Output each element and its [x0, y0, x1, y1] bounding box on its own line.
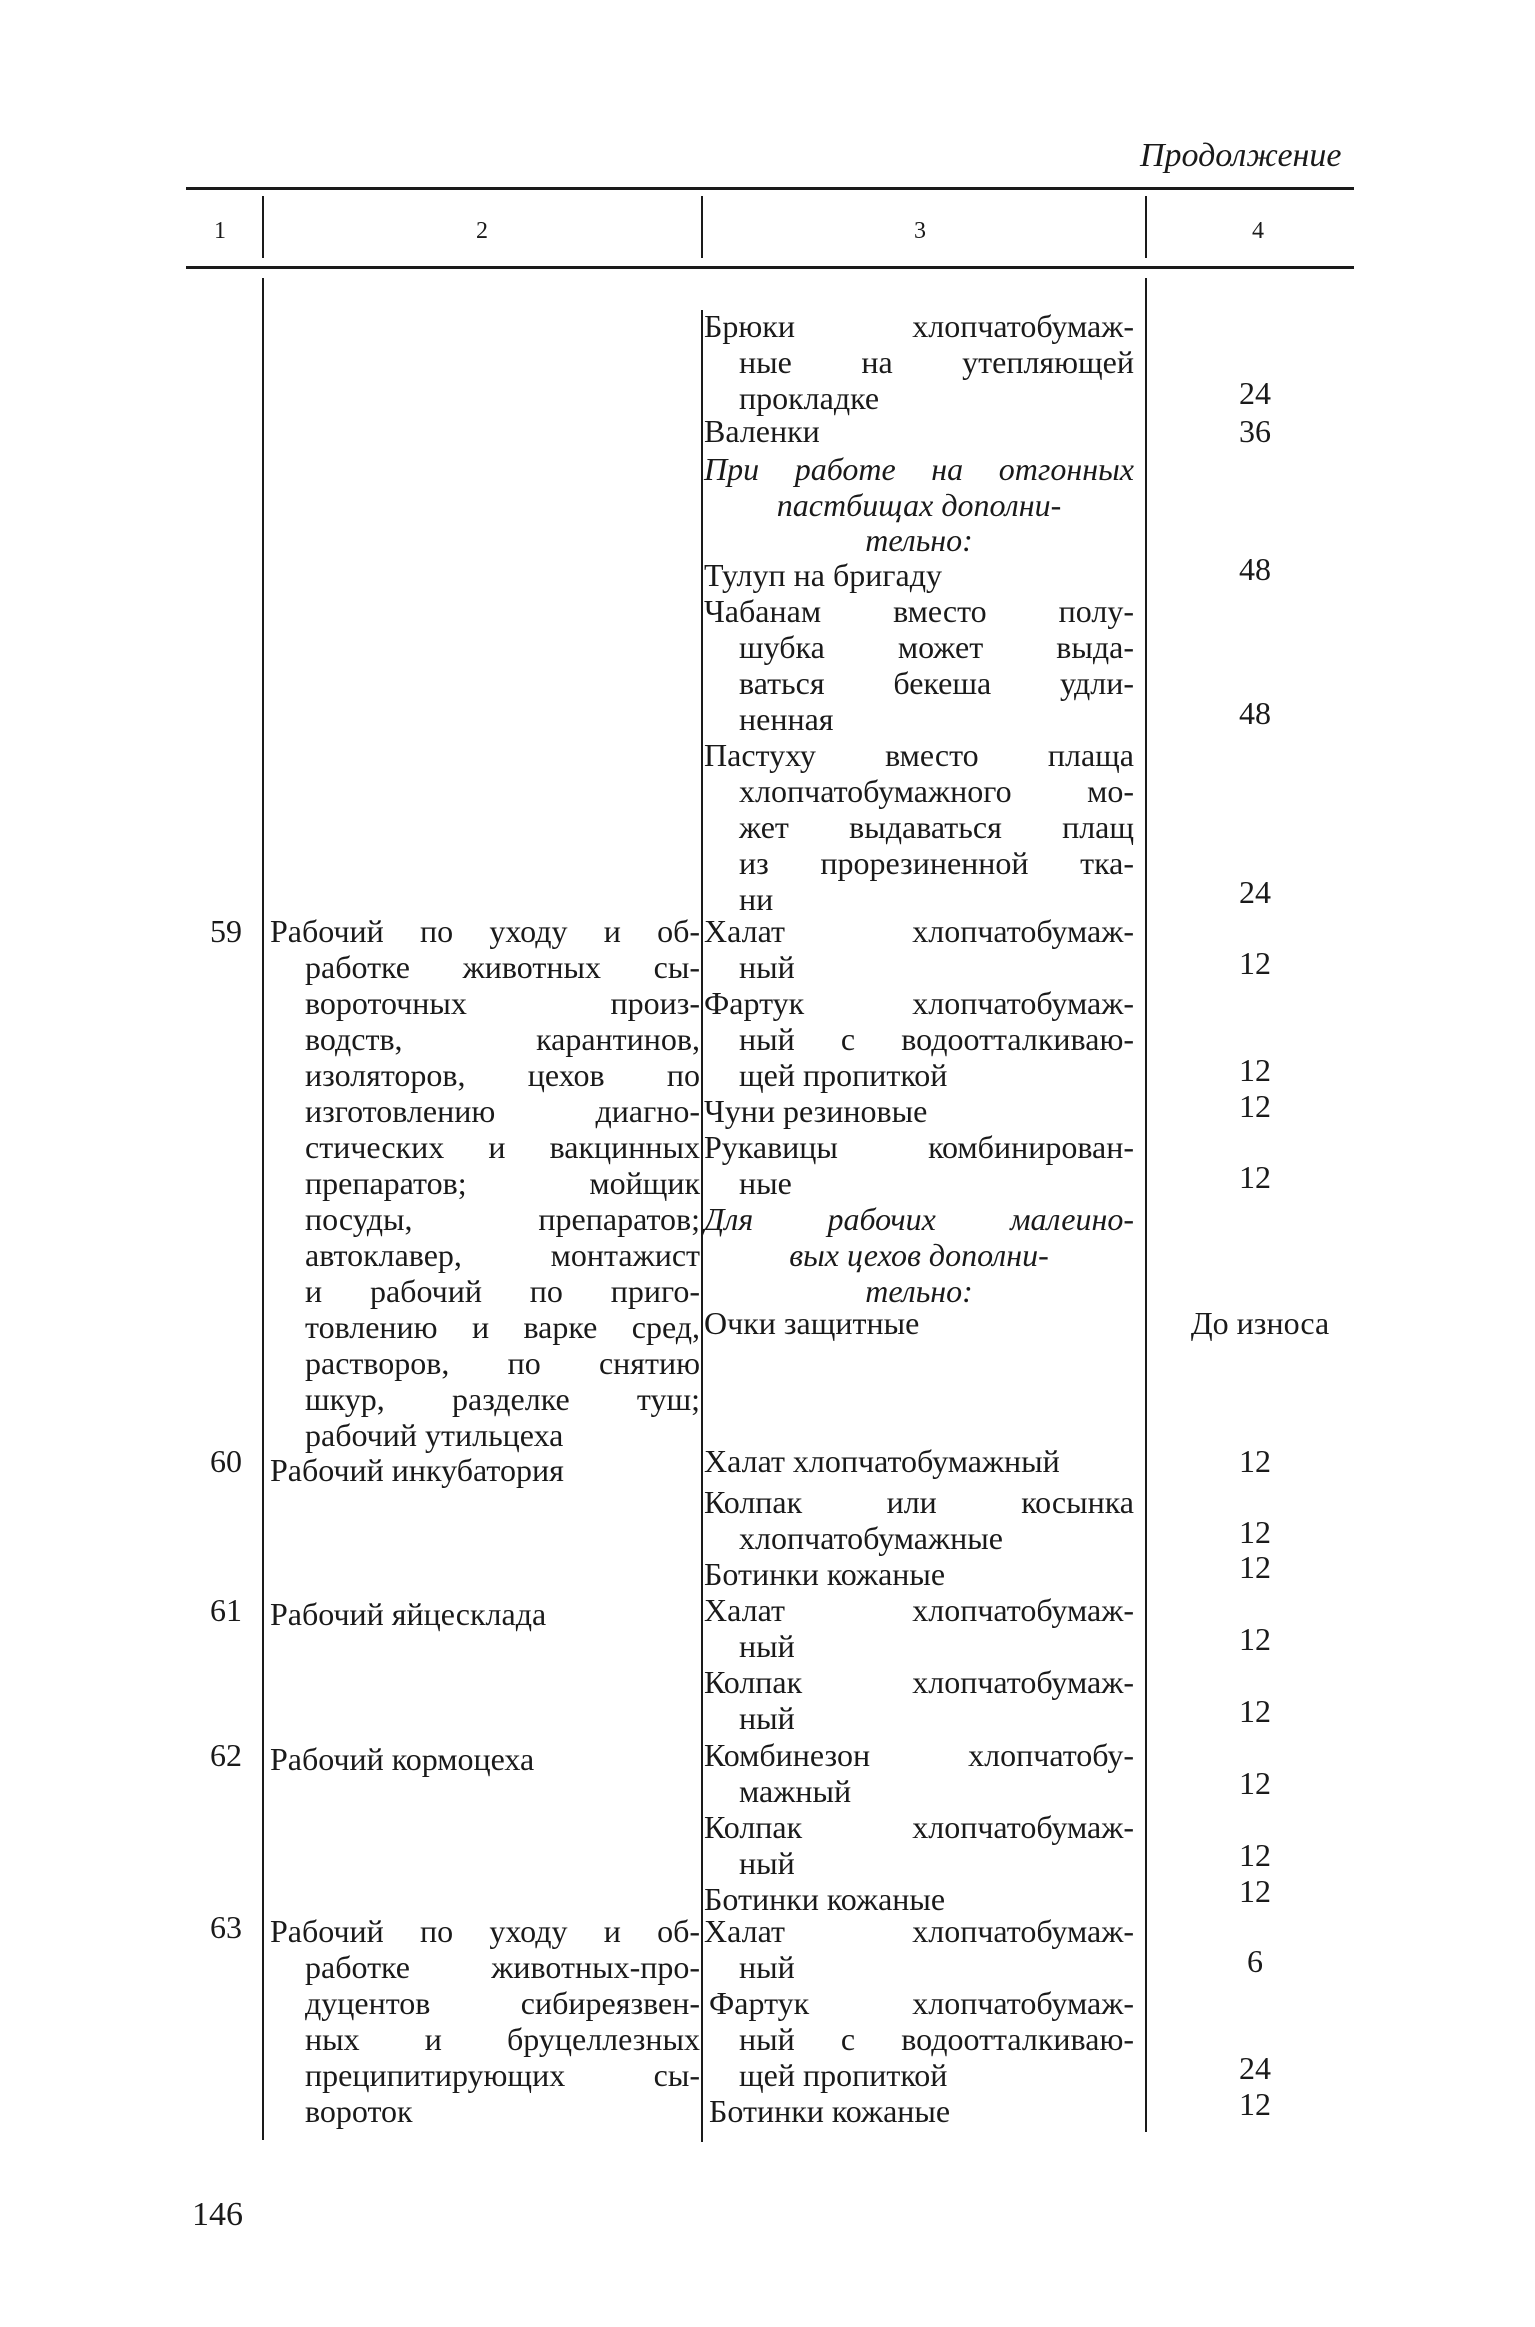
col3-line: вых цехов дополни- — [789, 1237, 1049, 1273]
norm-value: 6 — [1247, 1943, 1263, 1979]
col-divider-3-4 — [1145, 196, 1147, 258]
col2-line: Рабочий по уходу и об- — [270, 913, 700, 949]
norm-value: 48 — [1239, 695, 1271, 731]
norm-value: 36 — [1239, 413, 1271, 449]
col2-line: ных и бруцеллезных — [305, 2021, 700, 2057]
norm-value: 48 — [1239, 551, 1271, 587]
col2-line: изоляторов, цехов по — [305, 1057, 700, 1093]
col2-line: товлению и варке сред, — [305, 1309, 700, 1345]
col2-line: растворов, по снятию — [305, 1345, 700, 1381]
col3-line: ный — [739, 949, 795, 985]
col2-line: водств, карантинов, — [305, 1021, 700, 1057]
col2-line: работке животных сы- — [305, 949, 700, 985]
header-bottom-rule — [186, 266, 1354, 269]
col3-line: ный — [739, 1845, 795, 1881]
row-number: 60 — [210, 1443, 242, 1479]
col3-line: Халат хлопчатобумаж- — [704, 1592, 1134, 1628]
col3-line: Колпак хлопчатобумаж- — [704, 1809, 1134, 1845]
col-divider-2-3-body — [701, 310, 703, 2142]
col3-line: При работе на отгонных — [704, 451, 1134, 487]
norm-value: 12 — [1239, 945, 1271, 981]
col2-line: шкур, разделке туш; — [305, 1381, 700, 1417]
norm-value: 12 — [1239, 1837, 1271, 1873]
col3-line: тельно: — [865, 1273, 973, 1309]
col-divider-1-2 — [262, 196, 264, 258]
header-col-3: 3 — [914, 218, 926, 244]
col3-line: ный — [739, 1628, 795, 1664]
col-divider-1-2-body — [262, 278, 264, 2140]
col2-line: вороточных произ- — [305, 985, 700, 1021]
col2-line: Рабочий яйцесклада — [270, 1596, 547, 1632]
col3-line: Халат хлопчатобумажный — [704, 1443, 1060, 1479]
col3-line: Пастуху вместо плаща — [704, 737, 1134, 773]
col3-line: ненная — [739, 701, 834, 737]
col3-line: ный с водоотталкиваю- — [739, 2021, 1134, 2057]
col3-line: Валенки — [704, 413, 820, 449]
norm-value: 24 — [1239, 2050, 1271, 2086]
norm-value: 12 — [1239, 1159, 1271, 1195]
col-divider-3-4-body — [1145, 278, 1147, 2132]
col3-line: прокладке — [739, 380, 880, 416]
col3-line: Комбинезон хлопчатобу- — [704, 1737, 1134, 1773]
col3-line: щей пропиткой — [739, 2057, 948, 2093]
header-col-2: 2 — [476, 218, 488, 244]
header-col-4: 4 — [1252, 218, 1264, 244]
col3-line: Фартук хлопчатобумаж- — [704, 985, 1134, 1021]
norm-value: 12 — [1239, 1693, 1271, 1729]
col3-line: Халат хлопчатобумаж- — [704, 913, 1134, 949]
col3-line: шубка может выда- — [739, 629, 1134, 665]
norm-value: 12 — [1239, 2086, 1271, 2122]
norm-value: 12 — [1239, 1052, 1271, 1088]
norm-value: 12 — [1239, 1873, 1271, 1909]
col2-line: и рабочий по приго- — [305, 1273, 700, 1309]
col3-line: Колпак хлопчатобумаж- — [704, 1664, 1134, 1700]
col3-line: ни — [739, 881, 774, 917]
col3-line: Ботинки кожаные — [704, 1556, 946, 1592]
col2-line: преципитирующих сы- — [305, 2057, 700, 2093]
col3-line: хлопчатобумажного мо- — [739, 773, 1134, 809]
header-col-1: 1 — [214, 218, 226, 244]
continuation-label: Продолжение — [1140, 137, 1342, 174]
col2-line: препаратов; мойщик — [305, 1165, 700, 1201]
col2-line: дуцентов сибиреязвен- — [305, 1985, 700, 2021]
col3-line: Халат хлопчатобумаж- — [704, 1913, 1134, 1949]
row-number: 62 — [210, 1737, 242, 1773]
col3-line: из прорезиненной тка- — [739, 845, 1134, 881]
norm-value: 12 — [1239, 1765, 1271, 1801]
col3-line: ные — [739, 1165, 792, 1201]
col2-line: работке животных-про- — [305, 1949, 700, 1985]
col3-line: ный — [739, 1700, 795, 1736]
row-number: 61 — [210, 1592, 242, 1628]
col3-line: Очки защитные — [704, 1305, 920, 1341]
col3-line: Рукавицы комбинирован- — [704, 1129, 1134, 1165]
page-number: 146 — [192, 2196, 243, 2233]
col3-line: Для рабочих малеино- — [704, 1201, 1134, 1237]
col2-line: изготовлению диагно- — [305, 1093, 700, 1129]
norm-value: 12 — [1239, 1549, 1271, 1585]
norm-value: 12 — [1239, 1514, 1271, 1550]
col3-line: щей пропиткой — [739, 1057, 948, 1093]
col3-line: Чуни резиновые — [704, 1093, 928, 1129]
norm-value: До износа — [1190, 1305, 1330, 1341]
col3-line: тельно: — [865, 522, 973, 558]
norm-value: 12 — [1239, 1443, 1271, 1479]
norm-value: 12 — [1239, 1621, 1271, 1657]
col2-line: Рабочий инкубатория — [270, 1452, 564, 1488]
norm-value: 24 — [1239, 375, 1271, 411]
col2-line: посуды, препаратов; — [305, 1201, 700, 1237]
col3-line: Ботинки кожаные — [709, 2093, 951, 2129]
col2-line: рабочий утильцеха — [305, 1417, 564, 1453]
norm-value: 12 — [1239, 1088, 1271, 1124]
row-number: 63 — [210, 1909, 242, 1945]
col3-line: мажный — [739, 1773, 852, 1809]
col2-line: стических и вакцинных — [305, 1129, 700, 1165]
col3-line: ваться бекеша удли- — [739, 665, 1134, 701]
col3-line: ный с водоотталкиваю- — [739, 1021, 1134, 1057]
col2-line: Рабочий кормоцеха — [270, 1741, 535, 1777]
norm-value: 24 — [1239, 874, 1271, 910]
col3-line: ные на утепляющей — [739, 344, 1134, 380]
col3-line: жет выдаваться плащ — [739, 809, 1134, 845]
col3-line: хлопчатобумажные — [739, 1520, 1003, 1556]
col-divider-2-3 — [701, 196, 703, 258]
col3-line: Чабанам вместо полу- — [704, 593, 1134, 629]
table-top-rule — [186, 187, 1354, 190]
col2-line: вороток — [305, 2093, 413, 2129]
col3-line: Тулуп на бригаду — [704, 557, 942, 593]
col3-line: ный — [739, 1949, 795, 1985]
col3-line: Фартук хлопчатобумаж- — [709, 1985, 1134, 2021]
col3-line: Колпак или косынка — [704, 1484, 1134, 1520]
col2-line: Рабочий по уходу и об- — [270, 1913, 700, 1949]
col2-line: автоклавер, монтажист — [305, 1237, 700, 1273]
col3-line: пастбищах дополни- — [776, 487, 1062, 523]
col3-line: Брюки хлопчатобумаж- — [704, 308, 1134, 344]
col3-line: Ботинки кожаные — [704, 1881, 946, 1917]
row-number: 59 — [210, 913, 242, 949]
